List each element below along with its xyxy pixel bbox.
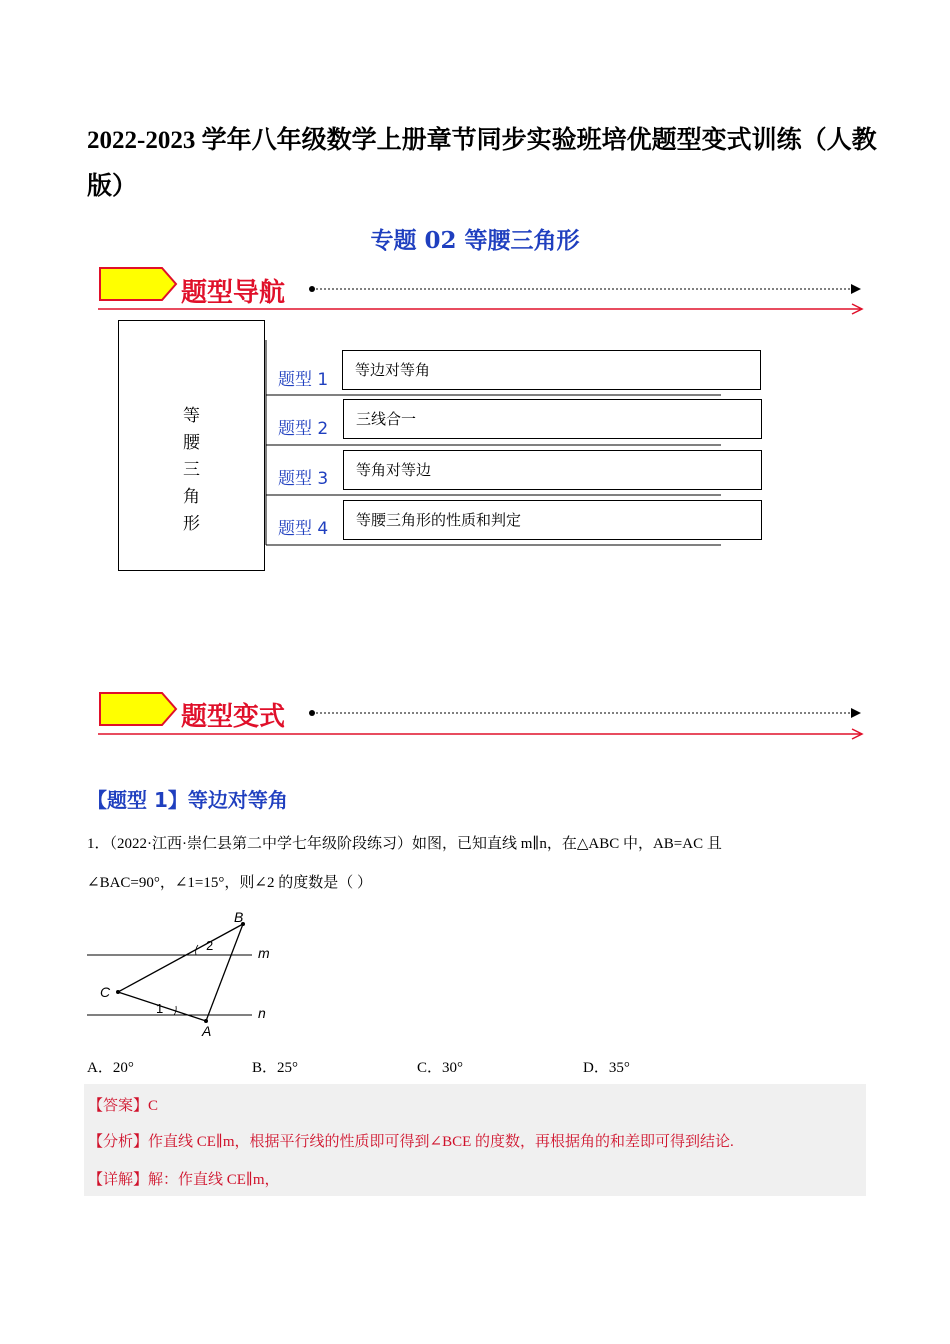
topic-root-box bbox=[118, 320, 265, 571]
type-label-1: 题型 1 bbox=[278, 370, 329, 390]
question-line-2: ∠BAC=90°，∠1=15°，则∠2 的度数是（ ） bbox=[87, 875, 372, 891]
option-a: A．20° bbox=[87, 1060, 134, 1076]
option-b: B．25° bbox=[252, 1060, 299, 1076]
detail-line: 【详解】解：作直线 CE∥m， bbox=[88, 1172, 280, 1188]
angle-label-2: 2 bbox=[206, 938, 214, 953]
topic-subtitle: 专题 02 等腰三角形 bbox=[370, 227, 580, 254]
arrow-head-icon bbox=[851, 708, 861, 718]
root-char: 形 bbox=[183, 514, 200, 534]
type-box-3: 等角对等边 bbox=[343, 450, 762, 490]
document-title: 2022-2023 学年八年级数学上册章节同步实验班培优题型变式训练（人教版） bbox=[87, 127, 877, 200]
section-title-nav: 题型导航 bbox=[181, 278, 286, 308]
option-c: C．30° bbox=[417, 1060, 464, 1076]
type-label-3: 题型 3 bbox=[278, 469, 329, 489]
question-line-1: 1．（2022·江西·崇仁县第二中学七年级阶段练习）如图，已知直线 m∥n，在△ABC 中，AB=AC 且 bbox=[87, 836, 722, 852]
section-title-variants: 题型变式 bbox=[181, 702, 286, 732]
analysis-line: 【分析】作直线 CE∥m，根据平行线的性质即可得到∠BCE 的度数，再根据角的和差即可得到结论. bbox=[88, 1134, 734, 1150]
yellow-arrow-icon bbox=[100, 268, 176, 300]
label-m: m bbox=[258, 945, 270, 961]
root-char: 腰 bbox=[183, 433, 200, 453]
answer-box bbox=[84, 1084, 866, 1196]
arrow-head-icon bbox=[851, 284, 861, 294]
label-n: n bbox=[258, 1005, 266, 1021]
label-C: C bbox=[100, 984, 111, 1000]
type-label-4: 题型 4 bbox=[278, 519, 329, 539]
triangle-figure bbox=[84, 905, 284, 1040]
label-A: A bbox=[202, 1023, 212, 1039]
root-char: 三 bbox=[183, 460, 200, 480]
root-char: 角 bbox=[183, 487, 200, 507]
angle-label-1: 1 bbox=[156, 1001, 164, 1016]
answer-line: 【答案】C bbox=[88, 1098, 159, 1114]
type-box-4: 等腰三角形的性质和判定 bbox=[343, 500, 762, 540]
type-label-2: 题型 2 bbox=[278, 419, 329, 439]
root-char: 等 bbox=[183, 406, 200, 426]
yellow-arrow-icon bbox=[100, 693, 176, 725]
type1-heading: 【题型 1】等边对等角 bbox=[87, 788, 288, 812]
type-box-1: 等边对等角 bbox=[342, 350, 761, 390]
label-B: B bbox=[234, 909, 244, 925]
type-box-2: 三线合一 bbox=[343, 399, 762, 439]
option-d: D．35° bbox=[583, 1060, 630, 1076]
